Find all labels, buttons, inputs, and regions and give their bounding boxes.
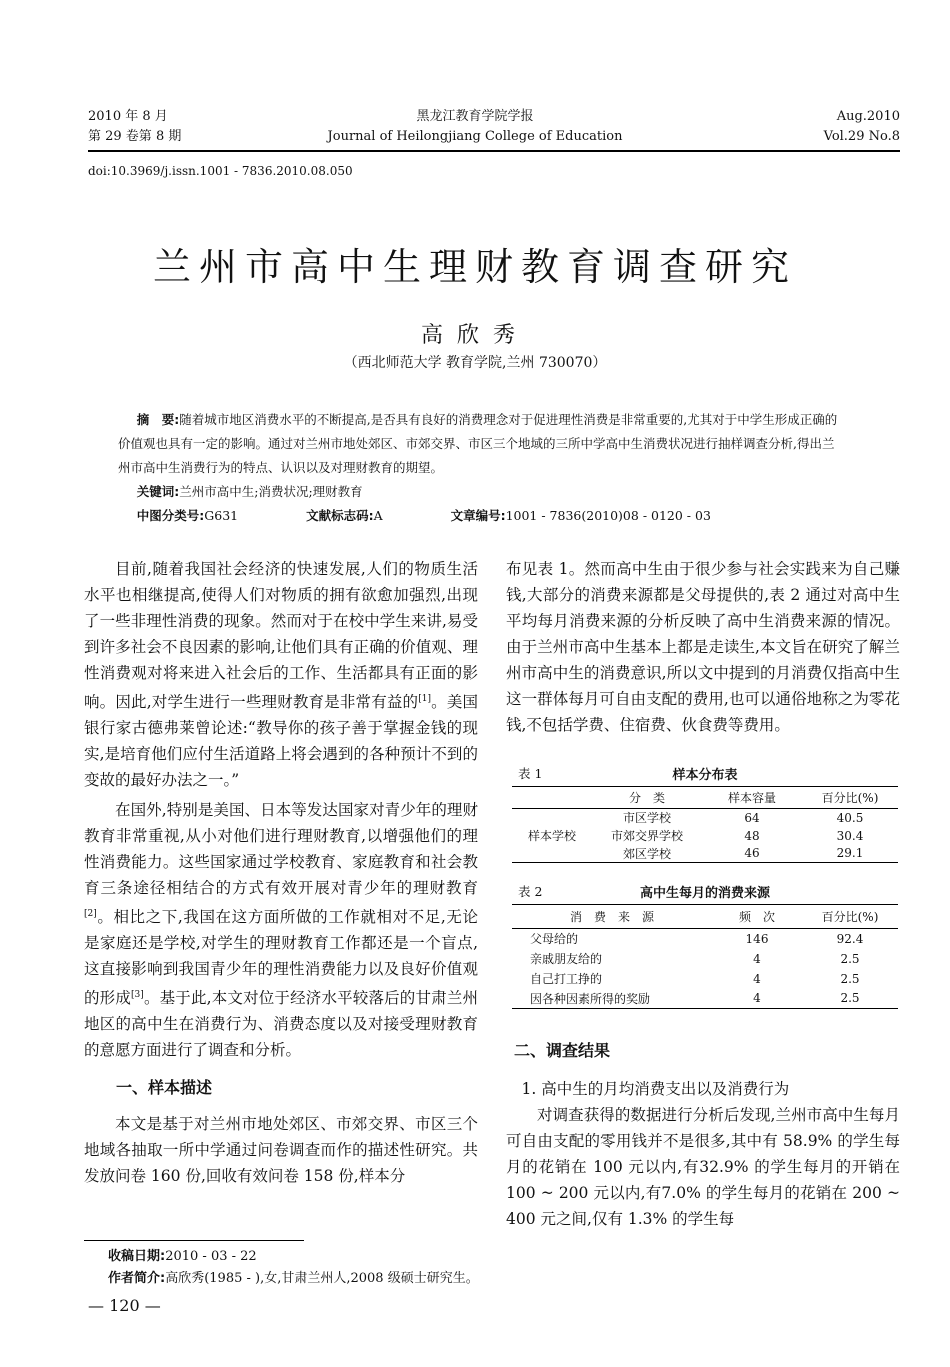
left-column <box>84 556 478 1189</box>
t1-cell: 郊区学校 <box>622 846 671 861</box>
p2-cont: 。相比之下,我国在这方面所做的工作就相对不足,无论是家庭还是学校,对学生的理财教育工作都还是一个盲点,这直接影响到我国青少年的理性消费能力以及良好价值观的形成 <box>84 908 478 1008</box>
t2-cell: 2.5 <box>840 991 860 1006</box>
page-number: — 120 — <box>88 1296 161 1315</box>
received-label: 收稿日期: <box>108 1249 166 1264</box>
header-rule <box>88 150 900 152</box>
t2-cell: 4 <box>753 951 761 966</box>
t2-header-freq: 频 次 <box>738 910 775 924</box>
t2-cell: 92.4 <box>836 931 864 946</box>
t1-cell: 30.4 <box>836 828 864 843</box>
subsection-heading: 1. 高中生的月均消费支出以及消费行为 <box>521 1080 790 1098</box>
bio-text: 高欣秀(1985 - ),女,甘肃兰州人,2008 级硕士研究生。 <box>165 1271 479 1286</box>
t2-header-percent: 百分比(%) <box>821 910 879 924</box>
table-2-title: 高中生每月的消费来源 <box>639 886 770 901</box>
header-date-en: Aug.2010 <box>836 109 900 124</box>
table-row <box>512 989 898 1009</box>
article-no-label: 文章编号: <box>450 508 506 523</box>
citation-1: [1] <box>418 694 431 704</box>
abstract <box>118 408 838 528</box>
article-title: 兰州市高中生理财教育调查研究 <box>152 245 797 289</box>
table-2 <box>512 882 898 1009</box>
t1-header-category: 分 类 <box>628 791 665 805</box>
left-paragraph-1 <box>84 556 478 793</box>
t1-cell: 市区学校 <box>622 811 671 826</box>
t2-cell: 2.5 <box>840 951 860 966</box>
t2-cell: 2.5 <box>840 971 860 986</box>
footnote-bio <box>108 1268 479 1290</box>
citation-2: [2] <box>84 909 97 920</box>
t1-cell: 46 <box>744 846 760 861</box>
t2-cell: 4 <box>753 991 761 1006</box>
right-paragraph-2: 对调查获得的数据进行分析后发现,兰州市高中生每月可自由支配的零用钱并不是很多,其中有 58.9% 的学生每月的花销在 100 元以内,有32.9% 的学生每月的开销在 100 ~ 200 元以内,有7.0% 的学生每月的花销在 200 ~ 400 元之间,仅有 1.3% 的学生每 <box>506 1106 900 1228</box>
doi: doi:10.3969/j.issn.1001 - 7836.2010.08.050 <box>88 164 353 178</box>
p1-text: 目前,随着我国社会经济的快速发展,人们的物质生活水平也相继提高,使得人们对物质的拥有欲愈加强烈,出现了一些非理性消费的现象。然而对于在校中学生来讲,易受到许多社会不良因素的影响,让他们具有正确的价值观、理性消费观对将来进入社会后的工作、生活都具有正面的影响。因此,对学生进行一些理财教育是非常有益的 <box>84 560 478 712</box>
t2-cell: 146 <box>745 931 769 946</box>
t2-cell: 自己打工挣的 <box>530 972 603 986</box>
header-volume-cn: 第 29 卷第 8 期 <box>88 129 182 144</box>
right-column-text <box>506 556 900 738</box>
left-paragraph-3: 本文是基于对兰州市地处郊区、市郊交界、市区三个地域各抽取一所中学通过问卷调查而作的描述性研究。共发放问卷 160 份,回收有效问卷 158 份,样本分 <box>84 1115 478 1186</box>
header-journal-cn: 黑龙江教育学院学报 <box>416 109 534 124</box>
right-paragraph-1: 布见表 1。然而高中生由于很少参与社会实践来为自己赚钱,大部分的消费来源都是父母提供的,表 2 通过对高中生平均每月消费来源的分析反映了高中生消费来源的情况。由于兰州市高中生基本上都是走读生,本文旨在研究了解兰州市高中生的消费意识,所以文中提到的月消费仅指高中生这一群体每月可自由支配的费用,也可以通俗地称之为零花钱,不包括学费、住宿费、伙食费等费用。 <box>506 560 900 734</box>
doc-code-label: 文献标志码: <box>306 508 374 523</box>
table-row <box>512 969 898 989</box>
t1-cell: 29.1 <box>836 846 864 861</box>
header-journal-en: Journal of Heilongjiang College of Education <box>327 129 623 144</box>
table-row <box>512 949 898 969</box>
section-2-heading: 二、调查结果 <box>514 1041 611 1060</box>
t1-group: 样本学校 <box>527 829 576 843</box>
t1-cell: 40.5 <box>836 810 864 825</box>
footnote-received <box>108 1246 257 1268</box>
t2-cell: 亲戚朋友给的 <box>530 952 603 966</box>
p1-cont: 。美国银行家古德弗莱曾论述:“教导你的孩子善于掌握金钱的现实,是培育他们应付生活道路上将会遇到的各种预计不到的变故的最好办法之一。” <box>84 693 478 790</box>
t1-cell: 市郊交界学校 <box>610 829 683 843</box>
table-1-label: 表 1 <box>518 766 543 781</box>
author-name: 高欣秀 <box>420 323 529 348</box>
received-date: 2010 - 03 - 22 <box>165 1249 257 1264</box>
t2-cell: 父母给的 <box>530 932 579 947</box>
t2-cell: 4 <box>753 971 761 986</box>
t1-cell: 64 <box>744 810 760 825</box>
bio-label: 作者简介: <box>108 1271 166 1286</box>
article-no: 1001 - 7836(2010)08 - 0120 - 03 <box>505 508 711 523</box>
t1-header-percent: 百分比(%) <box>821 791 879 805</box>
t2-header-source: 消 费 来 源 <box>569 910 654 924</box>
t1-cell: 48 <box>744 828 760 843</box>
table-1-title: 样本分布表 <box>672 768 738 783</box>
keywords: 兰州市高中生;消费状况;理财教育 <box>179 484 363 499</box>
table-1 <box>512 764 898 863</box>
t2-cell: 因各种因素所得的奖励 <box>530 991 651 1006</box>
footnote-rule <box>84 1240 304 1241</box>
p2-cont2: 。基于此,本文对位于经济水平较落后的甘肃兰州地区的高中生在消费行为、消费态度以及对接受理财教育的意愿方面进行了调查和分析。 <box>84 989 478 1060</box>
p2-text: 在国外,特别是美国、日本等发达国家对青少年的理财教育非常重视,从小对他们进行理财教育,以增强他们的理性消费能力。这些国家通过学校教育、家庭教育和社会教育三条途径相结合的方式有效开展对青少年的理财教育 <box>84 801 478 898</box>
table-row <box>512 929 898 949</box>
header-date-cn: 2010 年 8 月 <box>88 109 168 124</box>
left-paragraph-2 <box>84 797 478 1063</box>
header-volume-en: Vol.29 No.8 <box>823 129 900 144</box>
section-1-heading: 一、样本描述 <box>116 1078 213 1098</box>
clc: G631 <box>204 508 239 523</box>
author-affiliation: （西北师范大学 教育学院,兰州 730070） <box>343 355 607 371</box>
t1-header-count: 样本容量 <box>727 791 776 805</box>
clc-label: 中图分类号: <box>136 508 205 523</box>
abstract-text: 随着城市地区消费水平的不断提高,是否具有良好的消费理念对于促进理性消费是非常重要的,尤其对于中学生形成正确的价值观也具有一定的影响。通过对兰州市地处郊区、市郊交界、市区三个地域的三所中学高中生消费状况进行抽样调查分析,得出兰州市高中生消费行为的特点、认识以及对理财教育的期望。 <box>118 412 838 475</box>
table-2-label: 表 2 <box>518 884 543 899</box>
doc-code: A <box>373 508 383 523</box>
right-column-results <box>506 1038 900 1232</box>
table-row <box>512 809 898 827</box>
abstract-label: 摘 要: <box>136 412 180 427</box>
keywords-label: 关键词: <box>136 484 180 499</box>
citation-3: [3] <box>131 990 144 1001</box>
